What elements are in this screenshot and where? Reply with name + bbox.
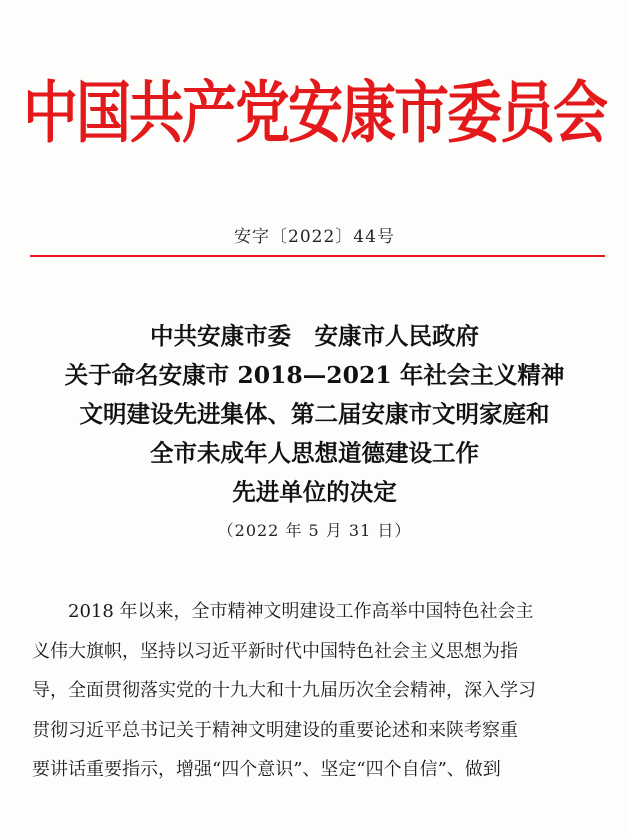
document-number: 安字〔2022〕44号 — [234, 227, 395, 247]
document-date: （2022 年 5 月 31 日） — [217, 521, 412, 540]
red-divider-line — [30, 255, 605, 257]
body-line: 义伟大旗帜，坚持以习近平新时代中国特色社会主义思想为指 — [32, 640, 518, 662]
title-line: 关于命名安康市 2018—2021 年社会主义精神 — [64, 361, 565, 389]
body-paragraph — [32, 592, 607, 790]
body-line: 导，全面贯彻落实党的十九大和十九届历次全会精神，深入学习 — [32, 680, 536, 701]
document-title — [0, 317, 629, 512]
title-line: 中共安康市委 安康市人民政府 — [150, 322, 479, 350]
title-line: 文明建设先进集体、第二届安康市文明家庭和 — [79, 400, 550, 428]
masthead-title: 中国共产党安康市委员会 — [22, 73, 606, 152]
title-line: 全市未成年人思想道德建设工作 — [150, 439, 479, 467]
body-line: 要讲话重要指示，增强“四个意识”、坚定“四个自信”、做到 — [32, 759, 501, 780]
body-line: 2018 年以来，全市精神文明建设工作高举中国特色社会主 — [68, 601, 534, 622]
body-line: 贯彻习近平总书记关于精神文明建设的重要论述和来陕考察重 — [32, 719, 518, 741]
title-line: 先进单位的决定 — [232, 478, 397, 506]
